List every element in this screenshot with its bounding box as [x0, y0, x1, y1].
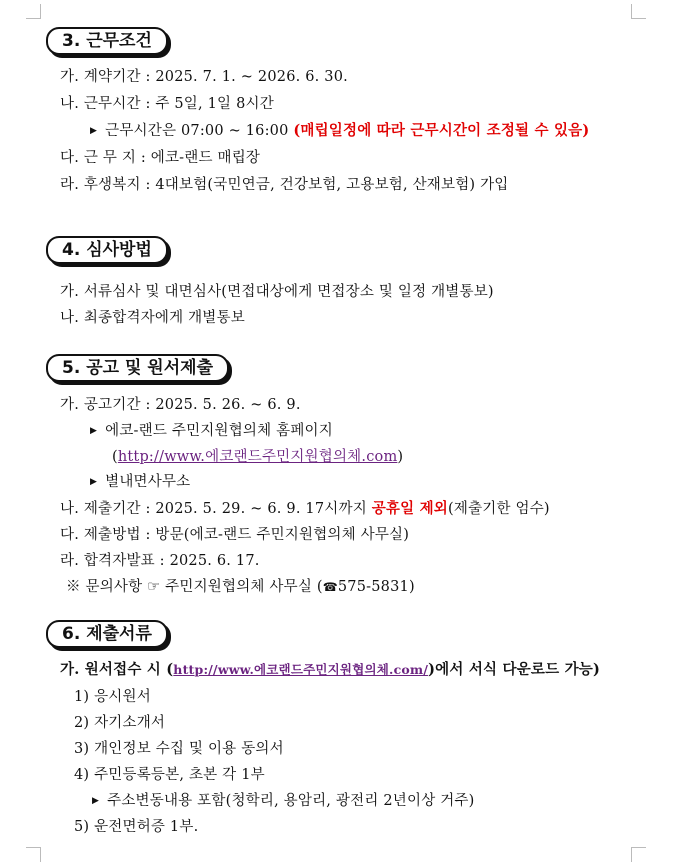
work-hours-warning: (매립일정에 따라 근무시간이 조정될 수 있음) — [293, 122, 590, 139]
submission-period-text: 나. 제출기간 : 2025. 5. 29. ~ 6. 9. 17시까지 — [60, 501, 372, 517]
section-3-title: 3. 근무조건 — [46, 27, 168, 55]
section-5-title: 5. 공고 및 원서제출 — [46, 354, 229, 382]
application-suffix: )에서 서식 다운로드 가능) — [428, 661, 601, 678]
paren-open: ( — [112, 449, 118, 465]
s6-doc-3: 3) 개인정보 수집 및 이용 동의서 — [74, 741, 284, 757]
s5-district-office — [90, 472, 190, 492]
section-4-title: 4. 심사방법 — [46, 236, 168, 264]
homepage-link[interactable]: http://www.에코랜드주민지원협의체.com — [117, 449, 398, 465]
deadline-note: (제출기한 엄수) — [448, 501, 550, 517]
district-office-label: 별내면사무소 — [105, 474, 191, 490]
s6-doc-2: 2) 자기소개서 — [74, 715, 166, 731]
inquiry-phone: 575-5831) — [337, 579, 415, 595]
s6-doc-1: 1) 응시원서 — [74, 689, 151, 705]
homepage-label: 에코-랜드 주민지원협의체 홈페이지 — [105, 423, 333, 439]
s5-announcement: 라. 합격자발표 : 2025. 6. 17. — [60, 553, 260, 569]
s5-notice-period: 가. 공고기간 : 2025. 5. 26. ~ 6. 9. — [60, 397, 301, 413]
inquiry-prefix: ※ 문의사항 — [66, 579, 148, 595]
application-prefix: 가. 원서접수 시 ( — [60, 661, 174, 678]
s4-final-notice: 나. 최종합격자에게 개별통보 — [60, 310, 245, 326]
pointing-hand-icon: ☞ — [147, 579, 161, 595]
s4-screening: 가. 서류심사 및 대면심사(면접대상에게 면접장소 및 일정 개별통보) — [60, 284, 494, 300]
s3-work-hours: 나. 근무시간 : 주 5일, 1일 8시간 — [60, 96, 274, 112]
holiday-exclusion: 공휴일 제외 — [371, 500, 449, 517]
s5-submission-period — [60, 499, 550, 519]
s6-doc-5: 5) 운전면허증 1부. — [74, 819, 199, 835]
s5-homepage-url — [112, 447, 403, 467]
s3-work-hours-note — [90, 121, 589, 141]
telephone-icon: ☎ — [322, 580, 338, 594]
triangle-bullet-icon: ▶ — [90, 477, 98, 487]
section-6-title: 6. 제출서류 — [46, 620, 168, 648]
s3-workplace: 다. 근 무 지 : 에코-랜드 매립장 — [60, 150, 261, 166]
s6-doc-4-note — [92, 791, 474, 811]
page-corner-mark-top-right — [631, 4, 646, 19]
s6-application — [60, 660, 600, 680]
paren-close: ) — [397, 449, 404, 465]
application-download-link[interactable]: http://www.에코랜드주민지원협의체.com/ — [173, 662, 429, 677]
residence-requirement: 주소변동내용 포함(청학리, 용암리, 광전리 2년이상 거주) — [107, 793, 475, 809]
s3-welfare: 라. 후생복지 : 4대보험(국민연금, 건강보험, 고용보험, 산재보험) 가입 — [60, 177, 509, 193]
s3-contract-period: 가. 계약기간 : 2025. 7. 1. ~ 2026. 6. 30. — [60, 69, 348, 85]
work-hours-detail: 근무시간은 07:00 ~ 16:00 — [105, 123, 294, 139]
triangle-bullet-icon: ▶ — [92, 796, 100, 806]
s5-submission-method: 다. 제출방법 : 방문(에코-랜드 주민지원협의체 사무실) — [60, 527, 410, 543]
s5-homepage — [90, 421, 333, 441]
triangle-bullet-icon: ▶ — [90, 426, 98, 436]
triangle-bullet-icon: ▶ — [90, 126, 98, 136]
s6-doc-4: 4) 주민등록등본, 초본 각 1부 — [74, 767, 265, 783]
page-corner-mark-top-left — [26, 4, 41, 19]
s5-inquiry — [66, 577, 415, 597]
inquiry-office: 주민지원협의체 사무실 ( — [160, 579, 323, 595]
